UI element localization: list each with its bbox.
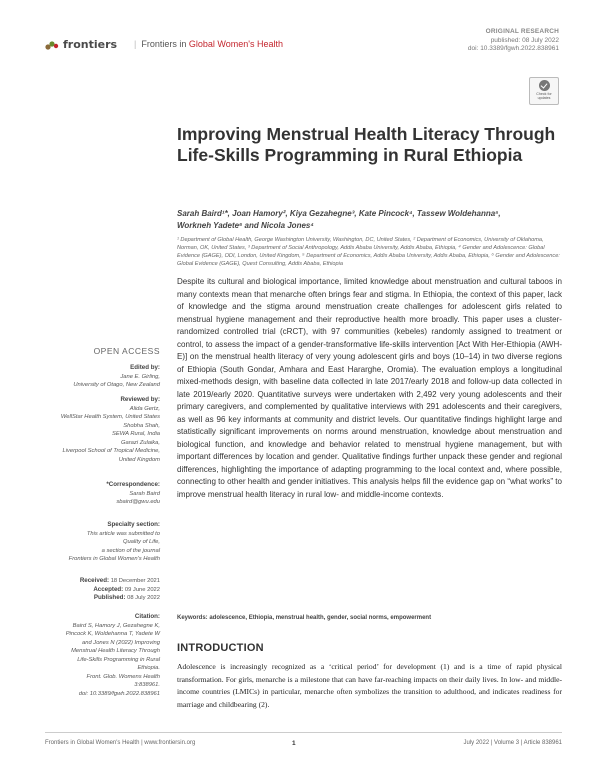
check-for-updates-button[interactable]: Check for updates [529, 77, 559, 105]
article-type-badge: ORIGINAL RESEARCH [485, 28, 559, 35]
reviewed-by: Reviewed by: Alida Gertz, WellStar Health System, United States Shobha Shah, SEWA Rural, India Garazi Zulaika, Liverpool School of Tropical Medicine, United Kingdom [60, 396, 160, 463]
footer-volume: July 2022 | Volume 3 | Article 838961 [463, 740, 562, 746]
header-separator: | [134, 39, 137, 49]
frontiers-leaf-icon [45, 39, 59, 51]
citation: Citation: Baird S, Hamory J, Gezahegne K, Pincock K, Woldehanna T, Yadete W and Jones N (2022) Improving Menstrual Health Literacy Through Life-Skills Programming in Rural Ethiopia. Front. Glob. Womens Health 3:838961. doi: 10.3389/fgwh.2022.838961 [20, 613, 160, 698]
keywords: Keywords: adolescence, Ethiopia, menstrual health, gender, social norms, empowerment [177, 615, 432, 621]
specialty-section: Specialty section: This article was submitted to Quality of Life, a section of the journal Frontiers in Global Women's Health [68, 521, 160, 562]
footer-journal-link[interactable]: Frontiers in Global Women's Health | www.frontiersin.org [45, 740, 196, 746]
introduction-text: Adolescence is increasingly recognized as a ‘critical period’ for development (1) and is a time of rapid physical transformation. For girls, menarche is a milestone that can have far-reaching impacts on their daily lives. In low- and middle-income countries (LMICs) in particular, menarche often symbolizes the transition to adulthood, and indicates readiness for marriage and childbearing (2). [177, 662, 562, 709]
frontiers-logo[interactable] [45, 38, 117, 51]
footer-divider [45, 732, 562, 733]
correspondence-email[interactable]: sbaird@gwu.edu [116, 499, 160, 505]
doi-link[interactable]: doi: 10.3389/fgwh.2022.838961 [467, 45, 559, 52]
page-number: 1 [292, 740, 296, 747]
journal-name[interactable]: | Frontiers in Global Women's Health [134, 39, 283, 49]
citation-doi[interactable]: doi: 10.3389/fgwh.2022.838961 [78, 690, 160, 697]
author-list: Sarah Baird¹*, Joan Hamory², Kiya Gezahegne³, Kate Pincock⁴, Tassew Woldehanna⁵, Workneh Yadete⁶ and Nicola Jones⁴ [177, 209, 501, 230]
article-dates: Received: 18 December 2021 Accepted: 09 June 2022 Published: 08 July 2022 [79, 577, 160, 601]
open-access-label: OPEN ACCESS [93, 346, 160, 356]
logo-text: frontiers [63, 38, 118, 51]
article-meta [468, 28, 559, 54]
correspondence: *Correspondence: Sarah Baird sbaird@gwu.edu [20, 481, 160, 507]
section-heading-introduction: INTRODUCTION [177, 642, 264, 654]
affiliations: ¹ Department of Global Health, George Washington University, Washington, DC, United States, ² Department of Economics, University of Oklahoma, Norman, OK, United States, ³ Department of Social Anthropology, Addis Ababa University, Addis Ababa, Ethiopia, ⁴ Gender and Adolescence: Global Evidence (GAGE), ODI, London, United Kingdom, ⁵ Department of Economics, Addis Ababa University, Addis Ababa, Ethiopia, ⁶ Gender and Adolescence: Global Evidence (GAGE), Quest Consulting, Addis Ababa, Ethiopia [177, 237, 560, 268]
article-title: Improving Menstrual Health Literacy Through Life-Skills Programming in Rural Ethiopia [177, 124, 556, 165]
edited-by: Edited by: Jane E. Girling, University of Otago, New Zealand [73, 364, 160, 388]
published-date: published: 08 July 2022 [490, 36, 559, 44]
abstract: Despite its cultural and biological importance, limited knowledge about menstruation and cultural taboos in many contexts mean that menarche often brings fear and stigma. In Ethiopia, the context of this paper, lack of knowledge and the stigma around menstruation create challenges for adolescent girls related to menstrual hygiene management and their reproductive health more broadly. This paper uses a cluster-randomized controlled trial (cRCT), with 97 communities (kebeles) randomly assigned to treatment or control, to assess the impact of a gender-transformative life-skills intervention [Act With Her-Ethiopia (AWH-E)] on the menstrual health literacy of very young adolescent girls and boys (10–14) in two diverse regions of Ethiopia (South Gondar, Amhara and East Hararghe, Oromia). The evaluation employs a longitudinal mixed-methods design, with baseline data collected in late 2017/early 2018 and follow-up data collected in late 2019/early 2020. Quantitative surveys were undertaken with 2,492 very young adolescents and their primary caregivers, and complemented by qualitative interviews with 291 adolescents and their caregivers, as well as 96 key informants at community and district levels. Our quantitative findings highlight large and statistically significant improvements on norms around menstruation, knowledge about menstruation and biological function, and knowledge and behavior related to menstrual hygiene management, but with important differences by location and gender. Qualitative findings further unpack these gender and regional differences, highlighting the importance of adapting programming to the local context and, where possible, connecting to other health and gender initiatives. This analysis helps fill the evidence gap on “what works” to improve menstrual health literacy in rural low- and middle-income contexts. [177, 277, 562, 499]
check-icon [539, 80, 550, 91]
